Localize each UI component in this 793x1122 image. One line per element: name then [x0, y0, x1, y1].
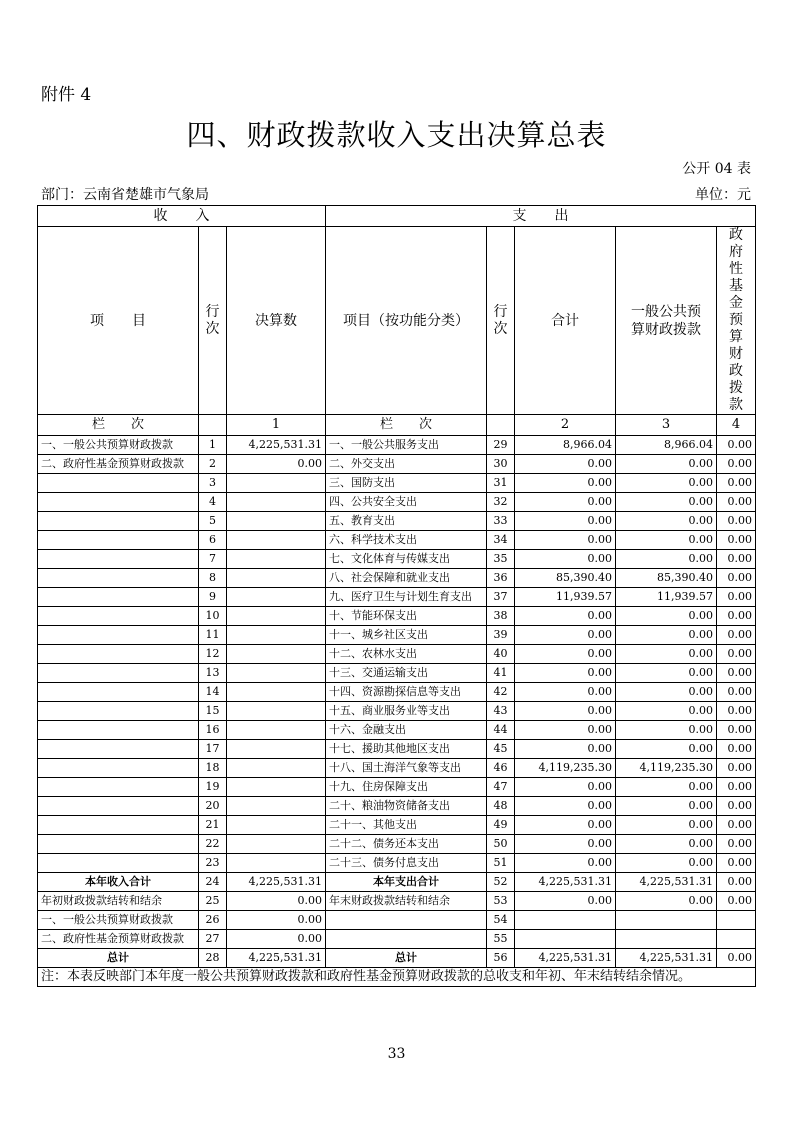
expense-item: 十五、商业服务业等支出	[326, 702, 487, 721]
column-number-row	[38, 415, 756, 436]
expense-total: 85,390.40	[515, 569, 616, 588]
header-row-no	[199, 227, 227, 415]
expense-row-no: 34	[487, 531, 515, 550]
income-amount	[227, 550, 326, 569]
table-row	[38, 436, 756, 455]
header-row-no-2-text: 行次	[493, 303, 508, 337]
expense-gov-fund: 0.00	[717, 626, 756, 645]
expense-item: 十九、住房保障支出	[326, 778, 487, 797]
expense-item: 十七、援助其他地区支出	[326, 740, 487, 759]
header-row-no-2	[487, 227, 515, 415]
expense-item: 十、节能环保支出	[326, 607, 487, 626]
expense-row-no: 52	[487, 873, 515, 892]
income-row-no: 15	[199, 702, 227, 721]
expense-general-budget: 0.00	[616, 474, 717, 493]
expense-gov-fund: 0.00	[717, 493, 756, 512]
expense-gov-fund: 0.00	[717, 550, 756, 569]
expense-total: 0.00	[515, 816, 616, 835]
expense-row-no: 48	[487, 797, 515, 816]
income-item	[38, 588, 199, 607]
table-row	[38, 493, 756, 512]
expense-gov-fund: 0.00	[717, 588, 756, 607]
expense-general-budget: 0.00	[616, 626, 717, 645]
income-amount	[227, 512, 326, 531]
expense-item: 三、国防支出	[326, 474, 487, 493]
income-row-no: 1	[199, 436, 227, 455]
expense-gov-fund: 0.00	[717, 531, 756, 550]
expense-general-budget	[616, 911, 717, 930]
income-row-no: 26	[199, 911, 227, 930]
income-item	[38, 645, 199, 664]
income-amount	[227, 835, 326, 854]
income-item	[38, 816, 199, 835]
income-amount	[227, 531, 326, 550]
expense-general-budget: 0.00	[616, 702, 717, 721]
income-item	[38, 474, 199, 493]
expense-total: 4,225,531.31	[515, 873, 616, 892]
expense-gov-fund: 0.00	[717, 797, 756, 816]
income-row-no: 2	[199, 455, 227, 474]
income-row-no: 22	[199, 835, 227, 854]
table-row	[38, 873, 756, 892]
income-amount	[227, 816, 326, 835]
income-item	[38, 493, 199, 512]
column-label: 栏 次	[38, 415, 199, 436]
expense-gov-fund: 0.00	[717, 702, 756, 721]
expense-total: 0.00	[515, 550, 616, 569]
table-note: 注：本表反映部门本年度一般公共预算财政拨款和政府性基金预算财政拨款的总收支和年初、年末结转结余情况。	[38, 968, 756, 987]
table-row	[38, 588, 756, 607]
income-item	[38, 531, 199, 550]
expense-total: 0.00	[515, 626, 616, 645]
expense-row-no: 49	[487, 816, 515, 835]
expense-row-no: 29	[487, 436, 515, 455]
income-row-no: 11	[199, 626, 227, 645]
income-row-no: 7	[199, 550, 227, 569]
expense-item: 四、公共安全支出	[326, 493, 487, 512]
expense-general-budget: 4,225,531.31	[616, 873, 717, 892]
expense-total: 0.00	[515, 474, 616, 493]
column-header-row	[38, 227, 756, 415]
expense-gov-fund: 0.00	[717, 892, 756, 911]
table-row	[38, 512, 756, 531]
income-item: 一、一般公共预算财政拨款	[38, 436, 199, 455]
income-amount: 4,225,531.31	[227, 436, 326, 455]
income-item: 总计	[38, 949, 199, 968]
expense-row-no: 55	[487, 930, 515, 949]
expense-row-no: 43	[487, 702, 515, 721]
header-final-amount: 决算数	[227, 227, 326, 415]
expense-total: 0.00	[515, 664, 616, 683]
expense-general-budget: 0.00	[616, 493, 717, 512]
expense-general-budget: 0.00	[616, 816, 717, 835]
expense-row-no: 33	[487, 512, 515, 531]
income-amount	[227, 588, 326, 607]
expense-gov-fund: 0.00	[717, 854, 756, 873]
expense-gov-fund: 0.00	[717, 873, 756, 892]
table-row	[38, 797, 756, 816]
expense-item: 五、教育支出	[326, 512, 487, 531]
expense-item: 一、一般公共服务支出	[326, 436, 487, 455]
income-item	[38, 721, 199, 740]
expense-general-budget: 0.00	[616, 854, 717, 873]
expense-gov-fund: 0.00	[717, 436, 756, 455]
income-item	[38, 664, 199, 683]
expense-gov-fund: 0.00	[717, 835, 756, 854]
section-header-row	[38, 206, 756, 227]
expense-general-budget: 0.00	[616, 455, 717, 474]
income-item	[38, 797, 199, 816]
expense-item: 十二、农林水支出	[326, 645, 487, 664]
note-row	[38, 968, 756, 987]
income-item	[38, 835, 199, 854]
expense-total: 0.00	[515, 835, 616, 854]
expense-item: 七、文化体育与传媒支出	[326, 550, 487, 569]
expense-gov-fund: 0.00	[717, 949, 756, 968]
page-number: 33	[387, 1046, 406, 1062]
table-row	[38, 835, 756, 854]
income-row-no: 6	[199, 531, 227, 550]
expense-total: 0.00	[515, 854, 616, 873]
column-number-blank-2	[487, 415, 515, 436]
income-row-no: 3	[199, 474, 227, 493]
expense-general-budget: 0.00	[616, 683, 717, 702]
header-general-budget: 一般公共预算财政拨款	[616, 227, 717, 415]
income-amount: 0.00	[227, 892, 326, 911]
income-amount: 0.00	[227, 455, 326, 474]
income-row-no: 27	[199, 930, 227, 949]
income-amount	[227, 493, 326, 512]
table-row	[38, 759, 756, 778]
expense-gov-fund: 0.00	[717, 645, 756, 664]
expense-row-no: 38	[487, 607, 515, 626]
expense-row-no: 30	[487, 455, 515, 474]
table-row	[38, 816, 756, 835]
income-item	[38, 512, 199, 531]
attachment-label: 附件 4	[41, 85, 92, 105]
table-row	[38, 569, 756, 588]
income-amount	[227, 645, 326, 664]
income-amount	[227, 702, 326, 721]
department-label: 部门：云南省楚雄市气象局	[41, 187, 209, 203]
expense-general-budget	[616, 930, 717, 949]
income-amount	[227, 474, 326, 493]
expense-item: 十八、国土海洋气象等支出	[326, 759, 487, 778]
expense-item: 八、社会保障和就业支出	[326, 569, 487, 588]
expense-general-budget: 0.00	[616, 512, 717, 531]
income-item	[38, 778, 199, 797]
budget-summary-table	[37, 205, 756, 987]
income-item	[38, 626, 199, 645]
income-section-header: 收 入	[38, 206, 326, 227]
income-amount: 0.00	[227, 930, 326, 949]
expense-row-no: 47	[487, 778, 515, 797]
expense-item: 二十、粮油物资储备支出	[326, 797, 487, 816]
income-amount: 4,225,531.31	[227, 949, 326, 968]
column-number-1: 1	[227, 415, 326, 436]
header-item-by-function: 项目（按功能分类）	[326, 227, 487, 415]
expense-section-header: 支 出	[326, 206, 756, 227]
column-number-4: 4	[717, 415, 756, 436]
expense-gov-fund: 0.00	[717, 721, 756, 740]
expense-general-budget: 0.00	[616, 892, 717, 911]
expense-item	[326, 911, 487, 930]
expense-gov-fund	[717, 911, 756, 930]
expense-general-budget: 4,119,235.30	[616, 759, 717, 778]
expense-general-budget: 11,939.57	[616, 588, 717, 607]
form-number: 公开 04 表	[682, 161, 751, 177]
table-row	[38, 854, 756, 873]
income-row-no: 8	[199, 569, 227, 588]
income-amount	[227, 797, 326, 816]
expense-item: 二十一、其他支出	[326, 816, 487, 835]
expense-gov-fund: 0.00	[717, 759, 756, 778]
income-item	[38, 569, 199, 588]
income-row-no: 10	[199, 607, 227, 626]
expense-item: 二十二、债务还本支出	[326, 835, 487, 854]
expense-total: 0.00	[515, 740, 616, 759]
expense-gov-fund: 0.00	[717, 607, 756, 626]
expense-item: 十六、金融支出	[326, 721, 487, 740]
expense-total	[515, 930, 616, 949]
expense-general-budget: 85,390.40	[616, 569, 717, 588]
income-item	[38, 702, 199, 721]
income-amount	[227, 569, 326, 588]
column-number-blank	[199, 415, 227, 436]
expense-row-no: 37	[487, 588, 515, 607]
table-row	[38, 531, 756, 550]
income-amount	[227, 740, 326, 759]
income-item	[38, 854, 199, 873]
header-gov-fund-text: 政府性基金预算财政拨款	[729, 227, 744, 413]
column-number-3: 3	[616, 415, 717, 436]
expense-row-no: 31	[487, 474, 515, 493]
income-row-no: 9	[199, 588, 227, 607]
column-number-2: 2	[515, 415, 616, 436]
income-row-no: 17	[199, 740, 227, 759]
expense-gov-fund: 0.00	[717, 664, 756, 683]
income-amount	[227, 626, 326, 645]
expense-item: 本年支出合计	[326, 873, 487, 892]
header-total: 合计	[515, 227, 616, 415]
expense-gov-fund: 0.00	[717, 816, 756, 835]
income-amount	[227, 721, 326, 740]
table-row	[38, 550, 756, 569]
table-row	[38, 607, 756, 626]
income-row-no: 19	[199, 778, 227, 797]
expense-item: 二十三、债务付息支出	[326, 854, 487, 873]
income-row-no: 12	[199, 645, 227, 664]
income-item: 年初财政拨款结转和结余	[38, 892, 199, 911]
page-title: 四、财政拨款收入支出决算总表	[186, 118, 607, 152]
expense-row-no: 50	[487, 835, 515, 854]
expense-row-no: 54	[487, 911, 515, 930]
expense-general-budget: 0.00	[616, 721, 717, 740]
expense-row-no: 35	[487, 550, 515, 569]
income-row-no: 4	[199, 493, 227, 512]
expense-gov-fund: 0.00	[717, 683, 756, 702]
expense-item: 九、医疗卫生与计划生育支出	[326, 588, 487, 607]
table-row	[38, 778, 756, 797]
table-row	[38, 911, 756, 930]
expense-gov-fund	[717, 930, 756, 949]
expense-total: 0.00	[515, 455, 616, 474]
expense-item: 二、外交支出	[326, 455, 487, 474]
expense-gov-fund: 0.00	[717, 778, 756, 797]
expense-row-no: 40	[487, 645, 515, 664]
expense-row-no: 36	[487, 569, 515, 588]
expense-row-no: 46	[487, 759, 515, 778]
header-gov-fund	[717, 227, 756, 415]
income-row-no: 23	[199, 854, 227, 873]
expense-row-no: 42	[487, 683, 515, 702]
income-item: 本年收入合计	[38, 873, 199, 892]
income-row-no: 25	[199, 892, 227, 911]
income-row-no: 21	[199, 816, 227, 835]
expense-total: 8,966.04	[515, 436, 616, 455]
expense-total: 0.00	[515, 778, 616, 797]
expense-item: 六、科学技术支出	[326, 531, 487, 550]
expense-gov-fund: 0.00	[717, 455, 756, 474]
expense-total: 0.00	[515, 607, 616, 626]
expense-total: 0.00	[515, 721, 616, 740]
expense-general-budget: 0.00	[616, 835, 717, 854]
income-row-no: 24	[199, 873, 227, 892]
expense-row-no: 39	[487, 626, 515, 645]
income-item	[38, 740, 199, 759]
table-row	[38, 455, 756, 474]
expense-gov-fund: 0.00	[717, 474, 756, 493]
table-row	[38, 721, 756, 740]
expense-item: 总计	[326, 949, 487, 968]
table-row	[38, 930, 756, 949]
expense-general-budget: 0.00	[616, 550, 717, 569]
expense-general-budget: 0.00	[616, 531, 717, 550]
expense-general-budget: 0.00	[616, 740, 717, 759]
income-amount	[227, 607, 326, 626]
expense-general-budget: 0.00	[616, 778, 717, 797]
income-amount	[227, 759, 326, 778]
income-item: 二、政府性基金预算财政拨款	[38, 455, 199, 474]
expense-total: 0.00	[515, 702, 616, 721]
income-amount: 0.00	[227, 911, 326, 930]
income-amount	[227, 664, 326, 683]
income-item	[38, 550, 199, 569]
expense-item: 十三、交通运输支出	[326, 664, 487, 683]
expense-total	[515, 911, 616, 930]
expense-total: 0.00	[515, 531, 616, 550]
table-row	[38, 645, 756, 664]
expense-row-no: 53	[487, 892, 515, 911]
expense-general-budget: 8,966.04	[616, 436, 717, 455]
expense-total: 11,939.57	[515, 588, 616, 607]
expense-row-no: 56	[487, 949, 515, 968]
expense-general-budget: 0.00	[616, 607, 717, 626]
income-amount: 4,225,531.31	[227, 873, 326, 892]
income-row-no: 20	[199, 797, 227, 816]
expense-total: 0.00	[515, 512, 616, 531]
income-row-no: 16	[199, 721, 227, 740]
expense-row-no: 44	[487, 721, 515, 740]
expense-row-no: 32	[487, 493, 515, 512]
table-row	[38, 664, 756, 683]
table-row	[38, 702, 756, 721]
expense-total: 4,119,235.30	[515, 759, 616, 778]
income-amount	[227, 854, 326, 873]
expense-item: 十一、城乡社区支出	[326, 626, 487, 645]
expense-general-budget: 0.00	[616, 664, 717, 683]
expense-general-budget: 4,225,531.31	[616, 949, 717, 968]
table-row	[38, 683, 756, 702]
expense-row-no: 41	[487, 664, 515, 683]
expense-item: 十四、资源勘探信息等支出	[326, 683, 487, 702]
expense-gov-fund: 0.00	[717, 740, 756, 759]
unit-label: 单位：元	[695, 187, 751, 203]
income-item: 一、一般公共预算财政拨款	[38, 911, 199, 930]
income-amount	[227, 683, 326, 702]
income-row-no: 13	[199, 664, 227, 683]
expense-total: 0.00	[515, 892, 616, 911]
table-row	[38, 949, 756, 968]
expense-row-no: 45	[487, 740, 515, 759]
expense-total: 0.00	[515, 645, 616, 664]
table-row	[38, 474, 756, 493]
income-row-no: 28	[199, 949, 227, 968]
income-item	[38, 683, 199, 702]
income-row-no: 14	[199, 683, 227, 702]
expense-item	[326, 930, 487, 949]
expense-gov-fund: 0.00	[717, 512, 756, 531]
column-label-2: 栏 次	[326, 415, 487, 436]
income-item	[38, 607, 199, 626]
expense-item: 年末财政拨款结转和结余	[326, 892, 487, 911]
income-row-no: 18	[199, 759, 227, 778]
income-row-no: 5	[199, 512, 227, 531]
income-item: 二、政府性基金预算财政拨款	[38, 930, 199, 949]
expense-general-budget: 0.00	[616, 645, 717, 664]
expense-row-no: 51	[487, 854, 515, 873]
income-amount	[227, 778, 326, 797]
expense-total: 0.00	[515, 683, 616, 702]
expense-general-budget: 0.00	[616, 797, 717, 816]
expense-total: 0.00	[515, 493, 616, 512]
income-item	[38, 759, 199, 778]
table-row	[38, 626, 756, 645]
header-row-no-text: 行次	[205, 303, 220, 337]
expense-gov-fund: 0.00	[717, 569, 756, 588]
header-item: 项 目	[38, 227, 199, 415]
expense-total: 0.00	[515, 797, 616, 816]
expense-total: 4,225,531.31	[515, 949, 616, 968]
table-row	[38, 740, 756, 759]
table-row	[38, 892, 756, 911]
